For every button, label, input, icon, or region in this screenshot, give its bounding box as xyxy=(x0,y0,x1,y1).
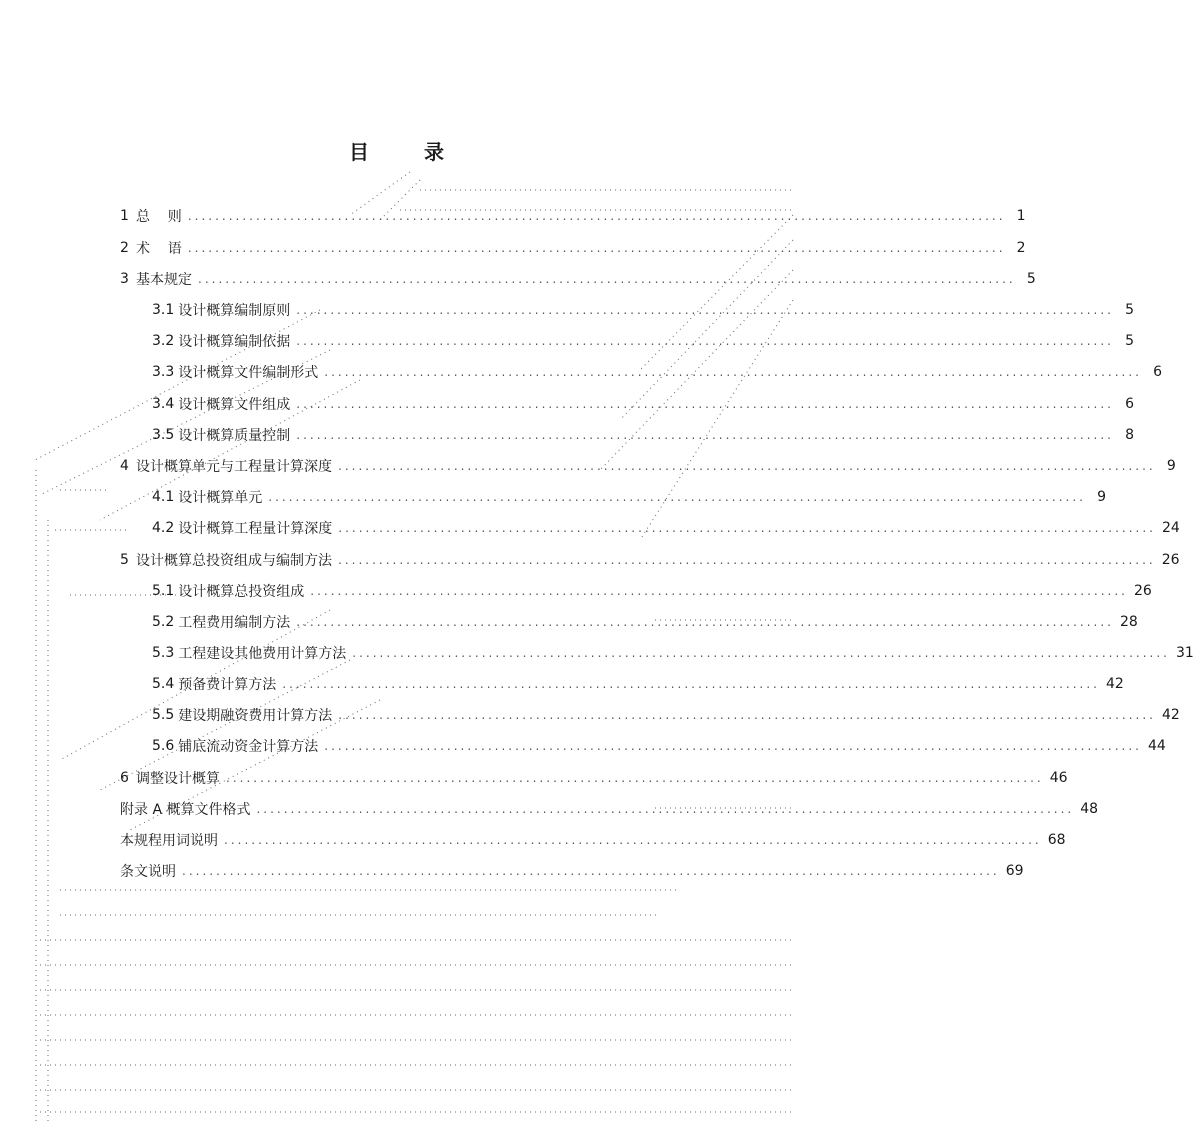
toc-entry[interactable] xyxy=(152,424,1134,446)
toc-entry-number: 3.5 xyxy=(152,427,175,443)
toc-entry-number: 6 xyxy=(120,770,129,786)
toc-leader-dots: ........................................................................................................................ xyxy=(182,864,1000,878)
toc-entry-page-number: 46 xyxy=(1049,770,1068,786)
toc-entry[interactable] xyxy=(120,268,1036,290)
toc-entry-page-number: 5 xyxy=(1026,271,1036,287)
toc-leader-dots: ........................................................................................................................ xyxy=(338,708,1156,722)
toc-entry-title: 设计概算文件编制形式 xyxy=(178,365,319,381)
toc-entry-title: 设计概算编制依据 xyxy=(178,334,291,350)
toc-leader-dots: ........................................................................................................................ xyxy=(338,553,1156,567)
toc-entry-page-number: 26 xyxy=(1161,552,1180,568)
toc-entry-title: 建设期融资费用计算方法 xyxy=(178,708,333,724)
toc-leader-dots: ........................................................................................................................ xyxy=(296,303,1114,317)
toc-entry-page-number: 9 xyxy=(1097,489,1106,505)
toc-entry-page-number: 9 xyxy=(1166,458,1176,474)
toc-entry-title: 工程建设其他费用计算方法 xyxy=(178,646,347,662)
toc-entry-title: 基本规定 xyxy=(136,272,192,288)
toc-leader-dots: ........................................................................................................................ xyxy=(310,584,1128,598)
toc-entry-number: 4.1 xyxy=(152,489,175,505)
toc-entry-title: 设计概算单元 xyxy=(178,490,263,506)
toc-leader-dots: ........................................................................................................................ xyxy=(256,802,1075,816)
toc-entry-title: 设计概算总投资组成 xyxy=(178,584,305,600)
toc-entry-title: 预备费计算方法 xyxy=(178,677,277,693)
toc-entry-number: 3.2 xyxy=(152,333,175,349)
toc-entry[interactable] xyxy=(152,361,1162,383)
toc-entry-number: 3.4 xyxy=(152,396,175,412)
toc-entry-title: 术 语 xyxy=(136,241,182,257)
toc-entry-title: 设计概算总投资组成与编制方法 xyxy=(136,553,332,569)
toc-entry-number: 5.2 xyxy=(152,614,175,630)
toc-entry-title: 设计概算文件组成 xyxy=(178,397,291,413)
toc-leader-dots: ........................................................................................................................ xyxy=(296,615,1114,629)
toc-leader-dots: ........................................................................................................................ xyxy=(338,521,1156,535)
toc-leader-dots: ........................................................................................................................ xyxy=(198,272,1016,286)
toc-entry[interactable] xyxy=(120,860,1024,882)
toc-entry-page-number: 5 xyxy=(1125,333,1134,349)
toc-leader-dots: ........................................................................................................................ xyxy=(187,209,1006,223)
toc-leader-dots: ........................................................................................................................ xyxy=(296,334,1114,348)
toc-entry-page-number: 5 xyxy=(1125,302,1134,318)
toc-entry-number: 5.1 xyxy=(152,583,175,599)
toc-entry-page-number: 69 xyxy=(1005,863,1024,879)
toc-entry-number: 5 xyxy=(120,552,129,568)
toc-leader-dots: ........................................................................................................................ xyxy=(352,646,1170,660)
toc-entry[interactable] xyxy=(152,642,1194,664)
toc-entry[interactable] xyxy=(152,299,1134,321)
toc-leader-dots: ........................................................................................................................ xyxy=(324,365,1142,379)
toc-entry-title: 设计概算工程量计算深度 xyxy=(178,521,333,537)
toc-entry-title: 总 则 xyxy=(136,209,182,225)
toc-leader-dots: ........................................................................................................................ xyxy=(296,428,1114,442)
toc-entry-number: 4.2 xyxy=(152,520,175,536)
toc-entry[interactable] xyxy=(152,330,1134,352)
toc-entry-page-number: 26 xyxy=(1134,583,1152,599)
toc-entry-page-number: 2 xyxy=(1016,240,1026,256)
toc-entry-number: 5.3 xyxy=(152,645,175,661)
toc-entry-page-number: 6 xyxy=(1125,396,1134,412)
toc-entry-page-number: 48 xyxy=(1080,801,1099,817)
toc-entry[interactable] xyxy=(120,549,1180,571)
toc-entry-page-number: 28 xyxy=(1120,614,1138,630)
toc-entry[interactable] xyxy=(120,767,1068,789)
toc-leader-dots: ........................................................................................................................ xyxy=(268,490,1086,504)
toc-entry-number: 2 xyxy=(120,240,129,256)
toc-leader-dots: ........................................................................................................................ xyxy=(224,833,1042,847)
toc-entry-number: 3.1 xyxy=(152,302,175,318)
toc-leader-dots: ........................................................................................................................ xyxy=(338,459,1156,473)
toc-entry-number: 3.3 xyxy=(152,364,175,380)
toc-entry[interactable] xyxy=(152,704,1180,726)
toc-entry-page-number: 31 xyxy=(1176,645,1194,661)
toc-entry[interactable] xyxy=(120,829,1066,851)
toc-entry-title: 设计概算质量控制 xyxy=(178,428,291,444)
toc-entry-number: 1 xyxy=(120,208,129,224)
toc-entry-page-number: 42 xyxy=(1162,707,1180,723)
page-title: 目 录 xyxy=(349,140,468,164)
toc-entry-page-number: 8 xyxy=(1125,427,1134,443)
toc-entry-number: 5.5 xyxy=(152,707,175,723)
toc-entry-number: 5.6 xyxy=(152,738,175,754)
toc-leader-dots: ........................................................................................................................ xyxy=(226,771,1044,785)
toc-entry[interactable] xyxy=(120,798,1099,820)
toc-entry[interactable] xyxy=(120,237,1026,259)
toc-entry[interactable] xyxy=(152,673,1124,695)
toc-leader-dots: ........................................................................................................................ xyxy=(324,739,1142,753)
toc-entry-title: 工程费用编制方法 xyxy=(178,615,291,631)
toc-entry-title: 条文说明 xyxy=(120,864,176,880)
toc-entry-page-number: 1 xyxy=(1016,208,1026,224)
toc-entry-number: 3 xyxy=(120,271,129,287)
toc-entry-page-number: 68 xyxy=(1047,832,1066,848)
toc-entry-title: 附录 A 概算文件格式 xyxy=(120,802,251,818)
toc-entry[interactable] xyxy=(152,580,1152,602)
toc-entry-title: 铺底流动资金计算方法 xyxy=(178,739,319,755)
toc-entry-title: 本规程用词说明 xyxy=(120,833,218,849)
toc-entry[interactable] xyxy=(152,611,1138,633)
toc-entry[interactable] xyxy=(152,486,1106,508)
toc-entry[interactable] xyxy=(120,205,1026,227)
toc-entry-title: 设计概算编制原则 xyxy=(178,303,291,319)
toc-entry-page-number: 42 xyxy=(1106,676,1124,692)
toc-entry[interactable] xyxy=(152,393,1134,415)
toc-entry-page-number: 44 xyxy=(1148,738,1166,754)
toc-leader-dots: ........................................................................................................................ xyxy=(187,241,1006,255)
toc-entry-number: 4 xyxy=(120,458,129,474)
toc-entry[interactable] xyxy=(152,735,1166,757)
toc-entry-title: 调整设计概算 xyxy=(136,771,220,787)
toc-entry-page-number: 24 xyxy=(1162,520,1180,536)
toc-entry[interactable] xyxy=(152,517,1180,539)
toc-entry-page-number: 6 xyxy=(1153,364,1162,380)
toc-entry-number: 5.4 xyxy=(152,676,175,692)
toc-leader-dots: ........................................................................................................................ xyxy=(296,397,1114,411)
toc-entry[interactable] xyxy=(120,455,1176,477)
toc-entry-title: 设计概算单元与工程量计算深度 xyxy=(136,459,332,475)
toc-leader-dots: ........................................................................................................................ xyxy=(282,677,1100,691)
